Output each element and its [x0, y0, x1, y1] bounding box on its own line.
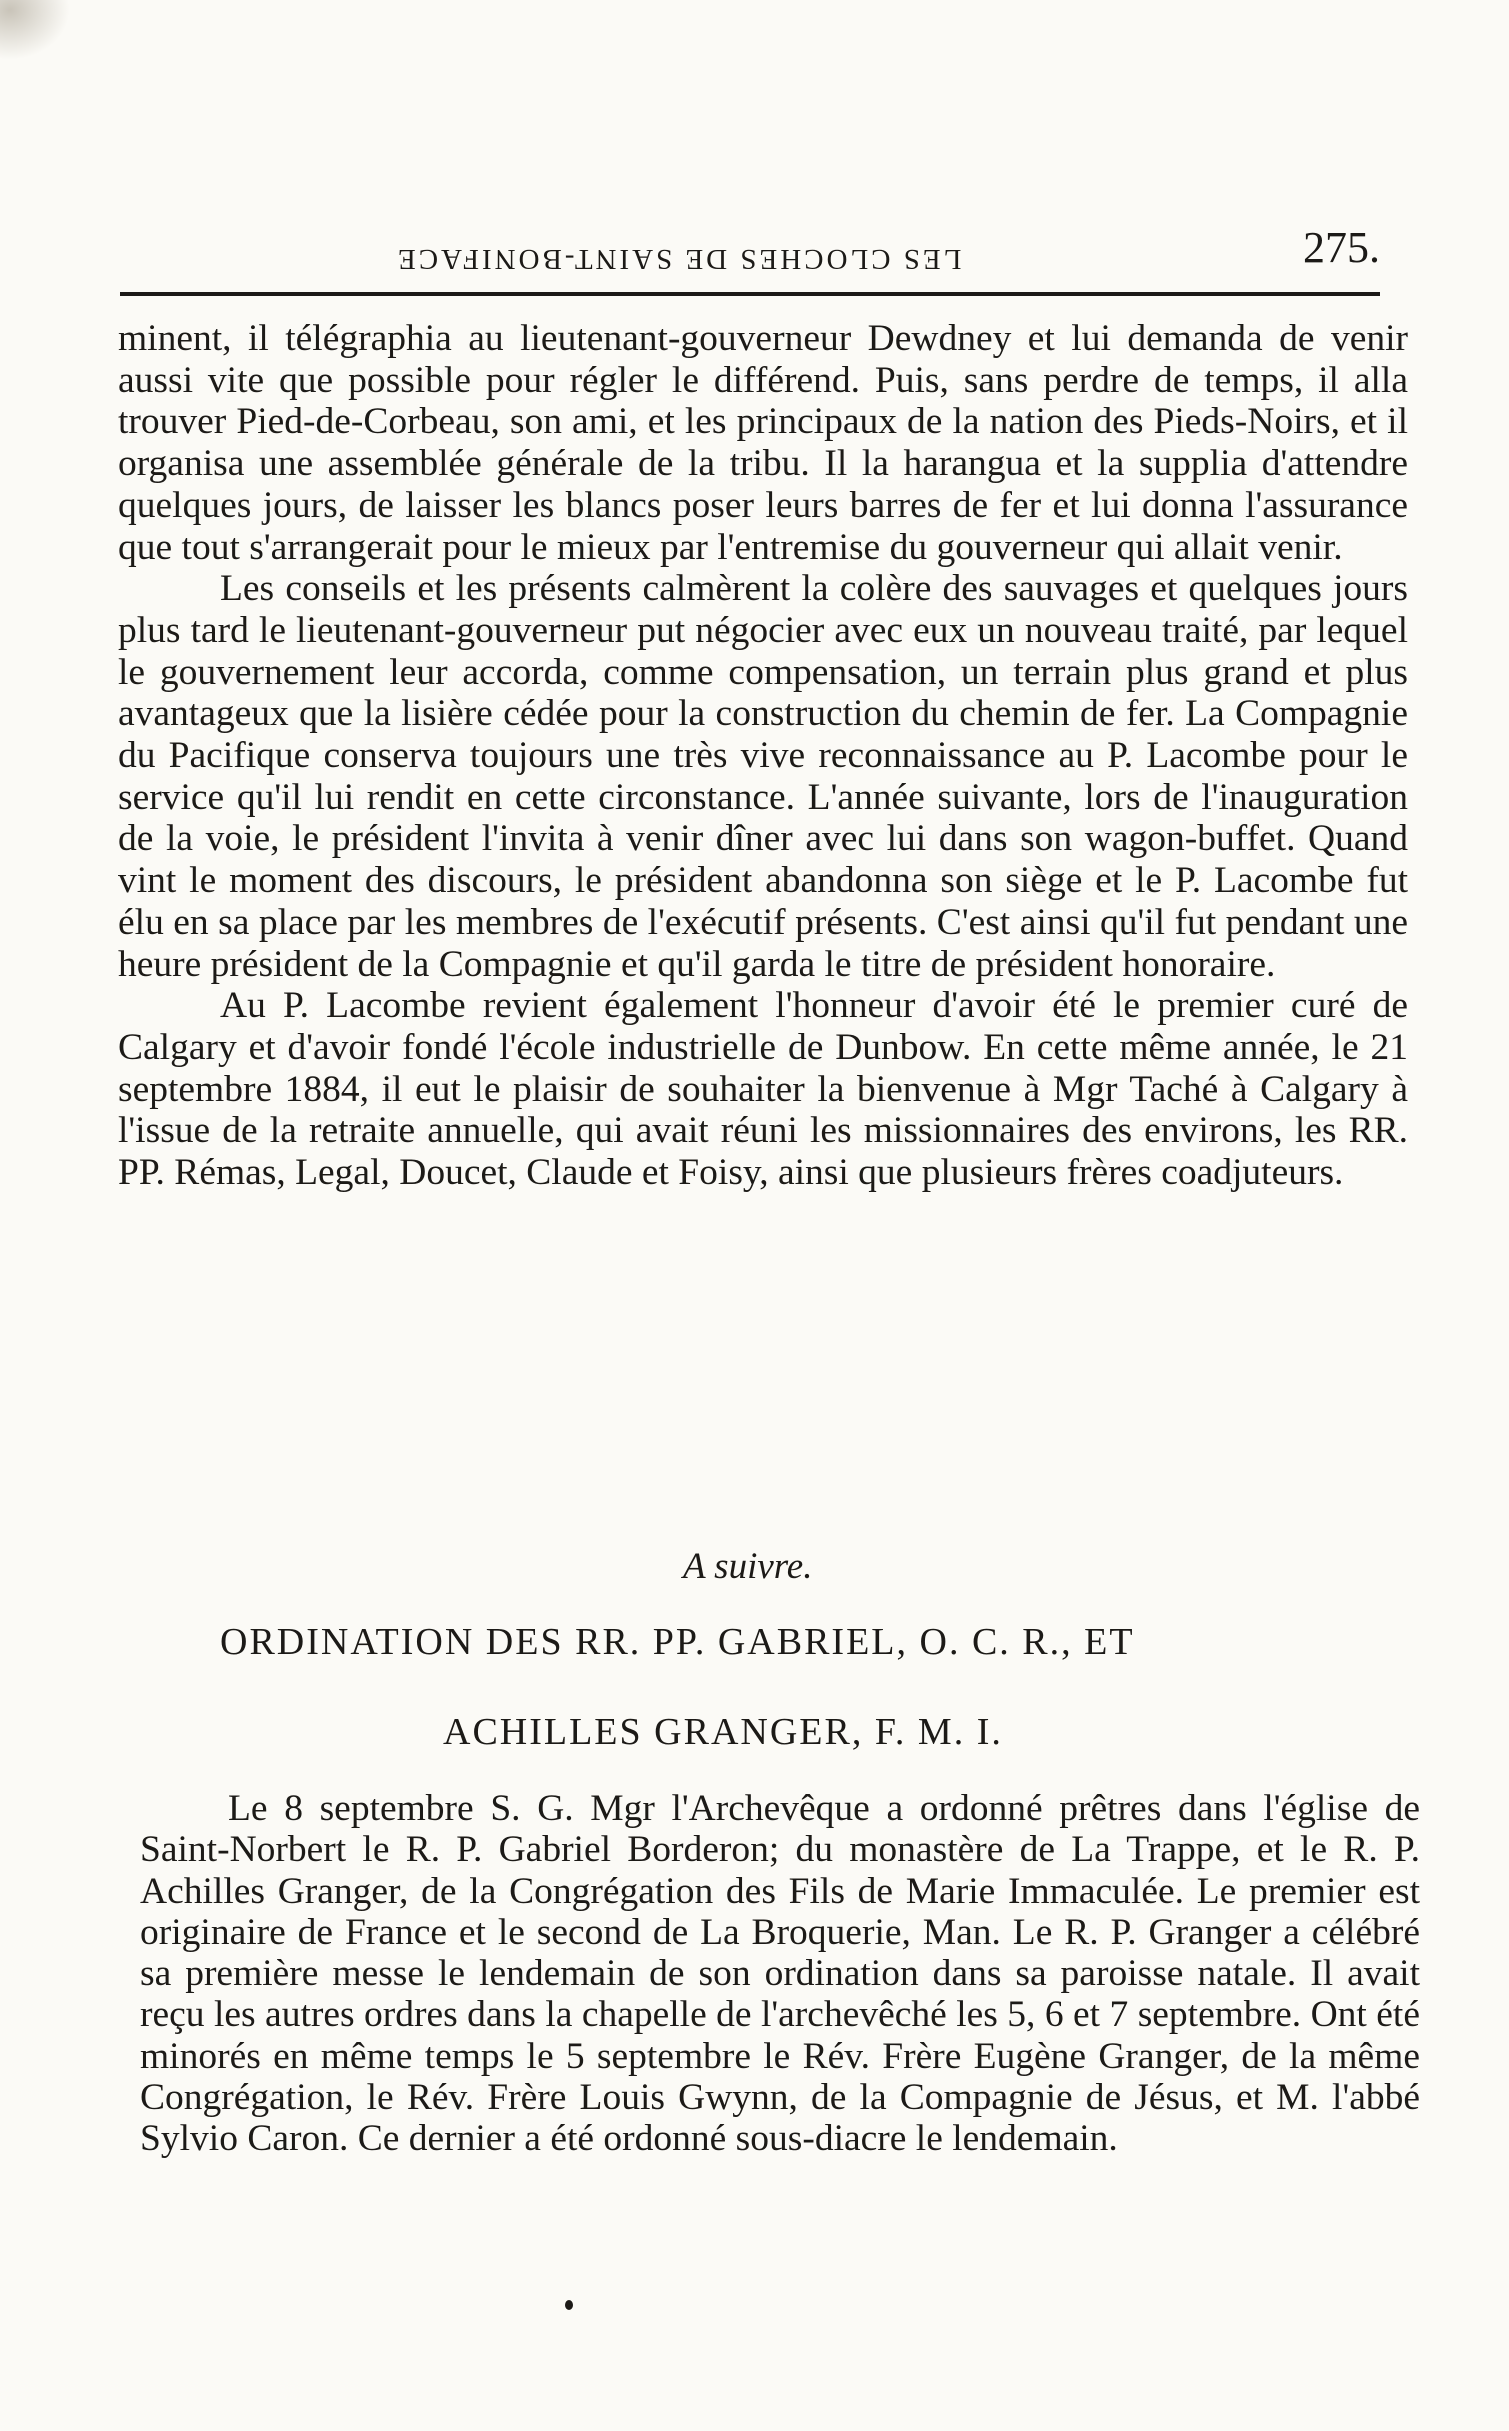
section-title-line-2: ACHILLES GRANGER, F. M. I.	[443, 1711, 1003, 1753]
ink-mark	[565, 2300, 573, 2310]
paragraph: minent, il télégraphia au lieutenant-gouverneur Dewdney et lui demanda de venir aussi vite que possible pour régler le différend. Puis, sans perdre de temps, il alla trouver Pied-de-Corbeau, son ami, et les principaux de la nation des Pieds-Noirs, et il organisa une assemblée générale de la tribu. Il la harangua et la supplia d'attendre quelques jours, de laisser les blancs poser leurs barres de fer et lui donna l'assurance que tout s'arrangerait pour le mieux par l'entremise du gouverneur qui allait venir.	[118, 318, 1408, 568]
paragraph: Les conseils et les présents calmèrent la colère des sauvages et quelques jours plus tard le lieutenant-gouverneur put négocier avec eux un nouveau traité, par lequel le gouvernement leur accorda, comme compensation, un terrain plus grand et plus avantageux que la lisière cédée pour la construction du chemin de fer. La Compagnie du Pacifique conserva toujours une très vive reconnaissance au P. Lacombe pour le service qu'il lui rendit en cette circonstance. L'année suivante, lors de l'inauguration de la voie, le président l'invita à venir dîner avec lui dans son wagon-buffet. Quand vint le moment des discours, le président abandonna son siège et le P. Lacombe fut élu en sa place par les membres de l'exécutif présents. C'est ainsi qu'il fut pendant une heure président de la Compagnie et qu'il garda le titre de président honoraire.	[118, 568, 1408, 985]
page-number: 275.	[1303, 223, 1380, 272]
to-be-continued: A suivre.	[683, 1546, 813, 1587]
running-head: LES CLOCHES DE SAINT-BONIFACE	[395, 243, 962, 275]
article-body	[118, 318, 1408, 1194]
ordination-body	[140, 1788, 1420, 2160]
paragraph: Au P. Lacombe revient également l'honneur d'avoir été le premier curé de Calgary et d'avoir fondé l'école industrielle de Dunbow. En cette même année, le 21 septembre 1884, il eut le plaisir de souhaiter la bienvenue à Mgr Taché à Calgary à l'issue de la retraite annuelle, qui avait réuni les missionnaires des environs, les RR. PP. Rémas, Legal, Doucet, Claude et Foisy, ainsi que plusieurs frères coadjuteurs.	[118, 985, 1408, 1194]
page-edge-smudge	[0, 0, 70, 60]
section-title: ORDINATION DES RR. PP. GABRIEL, O. C. R., ET	[220, 1621, 1135, 1663]
header-rule	[120, 292, 1380, 296]
paragraph: Le 8 septembre S. G. Mgr l'Archevêque a ordonné prêtres dans l'église de Saint-Norbert le R. P. Gabriel Borderon; du monastère de La Trappe, et le R. P. Achilles Granger, de la Congrégation des Fils de Marie Immaculée. Le premier est originaire de France et le second de La Broquerie, Man. Le R. P. Granger a célébré sa première messe le lendemain de son ordination dans sa paroisse natale. Il avait reçu les autres ordres dans la chapelle de l'archevêché les 5, 6 et 7 septembre. Ont été minorés en même temps le 5 septembre le Rév. Frère Eugène Granger, de la même Congrégation, le Rév. Frère Louis Gwynn, de la Compagnie de Jésus, et M. l'abbé Sylvio Caron. Ce dernier a été ordonné sous-diacre le lendemain.	[140, 1788, 1420, 2160]
